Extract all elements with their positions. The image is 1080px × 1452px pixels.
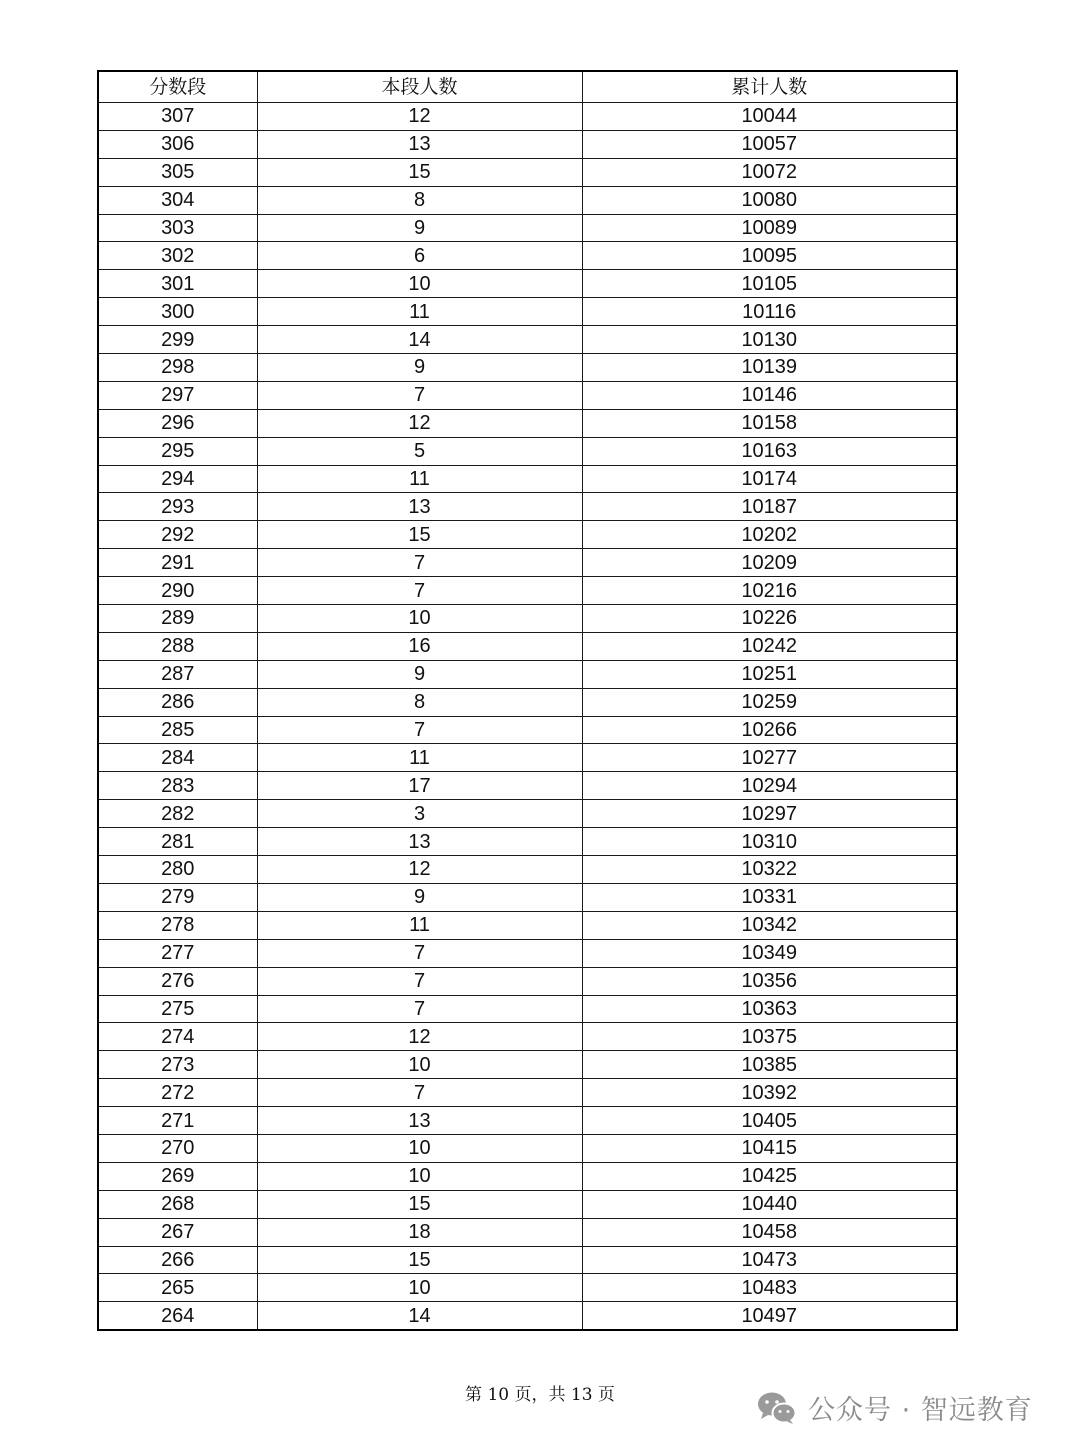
header-cumulative-count: 累计人数 <box>582 71 957 103</box>
segment-count-cell: 11 <box>257 744 582 772</box>
segment-count-cell: 6 <box>257 242 582 270</box>
score-cell: 276 <box>98 967 257 995</box>
score-cell: 281 <box>98 828 257 856</box>
cumulative-count-cell: 10497 <box>582 1302 957 1330</box>
table-row <box>98 493 957 521</box>
score-cell: 271 <box>98 1107 257 1135</box>
segment-count-cell: 17 <box>257 772 582 800</box>
table-row <box>98 577 957 605</box>
score-cell: 275 <box>98 995 257 1023</box>
score-cell: 270 <box>98 1134 257 1162</box>
score-cell: 267 <box>98 1218 257 1246</box>
cumulative-count-cell: 10363 <box>582 995 957 1023</box>
cumulative-count-cell: 10158 <box>582 409 957 437</box>
table-row <box>98 1079 957 1107</box>
table-row <box>98 409 957 437</box>
cumulative-count-cell: 10266 <box>582 716 957 744</box>
segment-count-cell: 15 <box>257 1190 582 1218</box>
segment-count-cell: 10 <box>257 270 582 298</box>
segment-count-cell: 15 <box>257 521 582 549</box>
table-row <box>98 883 957 911</box>
score-cell: 273 <box>98 1051 257 1079</box>
table-row <box>98 800 957 828</box>
table-row <box>98 660 957 688</box>
segment-count-cell: 14 <box>257 1302 582 1330</box>
score-cell: 283 <box>98 772 257 800</box>
segment-count-cell: 11 <box>257 911 582 939</box>
score-cell: 291 <box>98 549 257 577</box>
score-cell: 296 <box>98 409 257 437</box>
score-cell: 278 <box>98 911 257 939</box>
score-cell: 300 <box>98 298 257 326</box>
score-cell: 272 <box>98 1079 257 1107</box>
score-cell: 286 <box>98 688 257 716</box>
score-cell: 266 <box>98 1246 257 1274</box>
segment-count-cell: 7 <box>257 1079 582 1107</box>
score-cell: 282 <box>98 800 257 828</box>
table-row <box>98 1134 957 1162</box>
table-row <box>98 521 957 549</box>
table-row <box>98 270 957 298</box>
header-segment-count: 本段人数 <box>257 71 582 103</box>
table-row <box>98 381 957 409</box>
segment-count-cell: 7 <box>257 967 582 995</box>
cumulative-count-cell: 10139 <box>582 354 957 382</box>
table-body <box>98 103 957 1331</box>
cumulative-count-cell: 10356 <box>582 967 957 995</box>
segment-count-cell: 10 <box>257 605 582 633</box>
wechat-icon <box>756 1390 798 1426</box>
table-row <box>98 967 957 995</box>
header-score-range: 分数段 <box>98 71 257 103</box>
cumulative-count-cell: 10297 <box>582 800 957 828</box>
table-row <box>98 716 957 744</box>
score-cell: 301 <box>98 270 257 298</box>
table-row <box>98 158 957 186</box>
cumulative-count-cell: 10405 <box>582 1107 957 1135</box>
segment-count-cell: 7 <box>257 549 582 577</box>
segment-count-cell: 12 <box>257 409 582 437</box>
segment-count-cell: 8 <box>257 186 582 214</box>
cumulative-count-cell: 10202 <box>582 521 957 549</box>
table-row <box>98 1190 957 1218</box>
table-row <box>98 939 957 967</box>
table-row <box>98 242 957 270</box>
table-row <box>98 632 957 660</box>
score-cell: 284 <box>98 744 257 772</box>
table-row <box>98 1246 957 1274</box>
score-cell: 298 <box>98 354 257 382</box>
score-cell: 287 <box>98 660 257 688</box>
cumulative-count-cell: 10375 <box>582 1023 957 1051</box>
segment-count-cell: 9 <box>257 214 582 242</box>
header-row <box>98 71 957 103</box>
segment-count-cell: 9 <box>257 883 582 911</box>
cumulative-count-cell: 10226 <box>582 605 957 633</box>
score-cell: 268 <box>98 1190 257 1218</box>
cumulative-count-cell: 10072 <box>582 158 957 186</box>
cumulative-count-cell: 10425 <box>582 1162 957 1190</box>
cumulative-count-cell: 10057 <box>582 130 957 158</box>
cumulative-count-cell: 10187 <box>582 493 957 521</box>
table-row <box>98 605 957 633</box>
table-row <box>98 298 957 326</box>
cumulative-count-cell: 10251 <box>582 660 957 688</box>
segment-count-cell: 13 <box>257 1107 582 1135</box>
segment-count-cell: 7 <box>257 381 582 409</box>
score-cell: 269 <box>98 1162 257 1190</box>
score-cell: 290 <box>98 577 257 605</box>
table-row <box>98 828 957 856</box>
table-row <box>98 1302 957 1330</box>
table-row <box>98 688 957 716</box>
segment-count-cell: 16 <box>257 632 582 660</box>
score-cell: 304 <box>98 186 257 214</box>
segment-count-cell: 12 <box>257 856 582 884</box>
cumulative-count-cell: 10310 <box>582 828 957 856</box>
cumulative-count-cell: 10130 <box>582 326 957 354</box>
score-cell: 277 <box>98 939 257 967</box>
watermark <box>756 1388 1033 1427</box>
segment-count-cell: 3 <box>257 800 582 828</box>
segment-count-cell: 11 <box>257 465 582 493</box>
cumulative-count-cell: 10146 <box>582 381 957 409</box>
segment-count-cell: 5 <box>257 437 582 465</box>
segment-count-cell: 9 <box>257 354 582 382</box>
table-row <box>98 744 957 772</box>
table-row <box>98 1162 957 1190</box>
segment-count-cell: 7 <box>257 577 582 605</box>
cumulative-count-cell: 10415 <box>582 1134 957 1162</box>
score-cell: 297 <box>98 381 257 409</box>
segment-count-cell: 10 <box>257 1134 582 1162</box>
segment-count-cell: 13 <box>257 130 582 158</box>
segment-count-cell: 7 <box>257 995 582 1023</box>
score-cell: 295 <box>98 437 257 465</box>
cumulative-count-cell: 10331 <box>582 883 957 911</box>
cumulative-count-cell: 10473 <box>582 1246 957 1274</box>
cumulative-count-cell: 10342 <box>582 911 957 939</box>
table-row <box>98 103 957 131</box>
cumulative-count-cell: 10209 <box>582 549 957 577</box>
cumulative-count-cell: 10095 <box>582 242 957 270</box>
table-row <box>98 856 957 884</box>
cumulative-count-cell: 10385 <box>582 1051 957 1079</box>
table-row <box>98 549 957 577</box>
table-row <box>98 465 957 493</box>
score-cell: 279 <box>98 883 257 911</box>
cumulative-count-cell: 10174 <box>582 465 957 493</box>
cumulative-count-cell: 10080 <box>582 186 957 214</box>
table-row <box>98 186 957 214</box>
table-row <box>98 1051 957 1079</box>
segment-count-cell: 10 <box>257 1051 582 1079</box>
table-row <box>98 214 957 242</box>
score-cell: 303 <box>98 214 257 242</box>
cumulative-count-cell: 10349 <box>582 939 957 967</box>
cumulative-count-cell: 10044 <box>582 103 957 131</box>
score-cell: 293 <box>98 493 257 521</box>
segment-count-cell: 10 <box>257 1162 582 1190</box>
score-cell: 292 <box>98 521 257 549</box>
cumulative-count-cell: 10440 <box>582 1190 957 1218</box>
segment-count-cell: 7 <box>257 939 582 967</box>
cumulative-count-cell: 10277 <box>582 744 957 772</box>
score-cell: 289 <box>98 605 257 633</box>
score-cell: 305 <box>98 158 257 186</box>
score-cell: 302 <box>98 242 257 270</box>
segment-count-cell: 14 <box>257 326 582 354</box>
table-row <box>98 326 957 354</box>
segment-count-cell: 10 <box>257 1274 582 1302</box>
segment-count-cell: 13 <box>257 493 582 521</box>
table-row <box>98 354 957 382</box>
cumulative-count-cell: 10242 <box>582 632 957 660</box>
cumulative-count-cell: 10089 <box>582 214 957 242</box>
segment-count-cell: 8 <box>257 688 582 716</box>
segment-count-cell: 9 <box>257 660 582 688</box>
table-row <box>98 772 957 800</box>
score-cell: 294 <box>98 465 257 493</box>
score-cell: 288 <box>98 632 257 660</box>
segment-count-cell: 11 <box>257 298 582 326</box>
table-row <box>98 995 957 1023</box>
table-row <box>98 1107 957 1135</box>
cumulative-count-cell: 10116 <box>582 298 957 326</box>
score-cell: 307 <box>98 103 257 131</box>
cumulative-count-cell: 10259 <box>582 688 957 716</box>
table-row <box>98 1274 957 1302</box>
cumulative-count-cell: 10458 <box>582 1218 957 1246</box>
segment-count-cell: 15 <box>257 158 582 186</box>
segment-count-cell: 18 <box>257 1218 582 1246</box>
cumulative-count-cell: 10322 <box>582 856 957 884</box>
cumulative-count-cell: 10294 <box>582 772 957 800</box>
score-cell: 306 <box>98 130 257 158</box>
cumulative-count-cell: 10163 <box>582 437 957 465</box>
cumulative-count-cell: 10216 <box>582 577 957 605</box>
score-cell: 264 <box>98 1302 257 1330</box>
page-number: 第 10 页，共 13 页 <box>465 1385 615 1405</box>
score-cell: 265 <box>98 1274 257 1302</box>
score-cell: 280 <box>98 856 257 884</box>
segment-count-cell: 7 <box>257 716 582 744</box>
score-table <box>97 70 958 1331</box>
table-row <box>98 1023 957 1051</box>
segment-count-cell: 13 <box>257 828 582 856</box>
cumulative-count-cell: 10105 <box>582 270 957 298</box>
watermark-text: 公众号 · 智远教育 <box>808 1395 1033 1426</box>
table-header <box>98 71 957 103</box>
cumulative-count-cell: 10483 <box>582 1274 957 1302</box>
score-cell: 285 <box>98 716 257 744</box>
cumulative-count-cell: 10392 <box>582 1079 957 1107</box>
table-row <box>98 130 957 158</box>
score-cell: 274 <box>98 1023 257 1051</box>
table-row <box>98 1218 957 1246</box>
segment-count-cell: 12 <box>257 103 582 131</box>
table-row <box>98 911 957 939</box>
score-cell: 299 <box>98 326 257 354</box>
segment-count-cell: 15 <box>257 1246 582 1274</box>
table-row <box>98 437 957 465</box>
segment-count-cell: 12 <box>257 1023 582 1051</box>
